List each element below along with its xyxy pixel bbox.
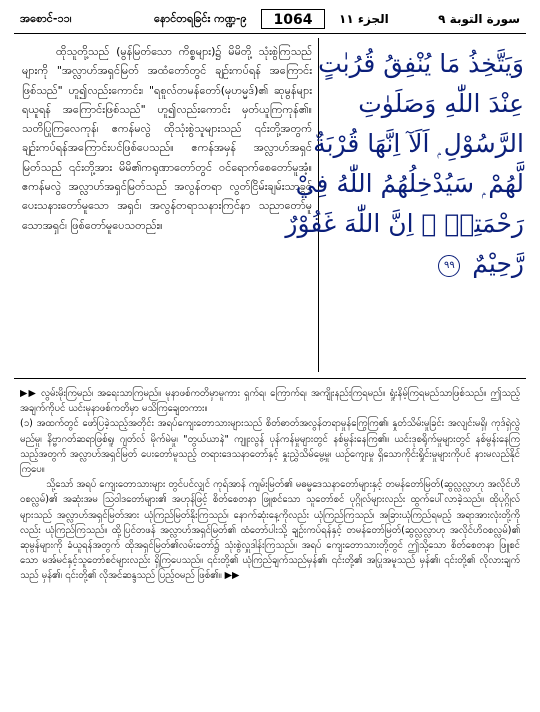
page [14, 6, 526, 706]
header-divider [14, 33, 526, 34]
arabic-line: عِنْدَ اللّٰهِ وَصَلَوٰتِ [358, 89, 524, 118]
commentary-paragraph-3: သို့သော် အရပ် ကျေးတောသားများ တွင်ပင်လျှင် ကုရ်အာန် ကျမ်းမြတ်၏ မဓမ္မဒေသနာတော်များနှင့် တမန်တော်မြတ်(ဆွလ္လလ္လာဟု အလိုင်ဟိဝစလ္လမ်)၏ အဆုံးအမ သြဝါဒတော်များ၏ အဟုန်ဖြင့် စိတ်စေတနာ ဖြူစင်သော သူတော်စင် ပုဂ္ဂိုလ်များလည်း ထွက်ပေါ်လာခဲ့သည်။ ထိုပုဂ္ဂိုလ်များသည် အလ္လာဟ်အရှင်မြတ်အား ယုံကြည်မြတ်နိုးကြသည်၊ နောက်ဆုံးနေ့ကိုလည်း ယုံကြည်ကြသည်၊ အခြားယုံကြည်ရမည့် အရာအားလုံးတို့ကိုလည်း ယုံကြည်ကြသည်။ ထို့ပြင်တဖန် အလ္လာဟ်အရှင်မြတ်၏ ထံတော်ပါးသို့ ချဉ်းကပ်ရန်နှင့် တမန်တော်မြတ်(ဆွလ္လလ္လာဟု အလိုင်ဟိဝစလ္လမ်)၏ ဆုမွန်များကို ခံယူရန်အတွက် ထိုအရှင်မြတ်၏လမ်းတော်၌ သုံးစွဲလှူဒါန်းကြသည်။ အရပ် ကျေးတောသားတို့တွင် ဤသို့သော စိတ်စေတနာ ဖြူစင်သော မအ်မင်နှင့်သူတော်စင်များလည်း ရှိကြပေသည်။ ၎င်းတို့၏ ယုံကြည်ချက်သည်မှန်၏၊ ၎င်းတို့၏ အပြုအမူသည် မှန်၏၊ ၎င်းတို့၏ လိုလားချက်သည် မှန်၏၊ ၎င်းတို့၏ လိုအင်ဆန္ဒသည် ပြည့်ဝမည် ဖြစ်၏။ ▶▶ [20, 479, 520, 582]
translation-column [22, 42, 312, 235]
header-volume: အစောင်-၁၁၊ [20, 12, 72, 25]
header-chapter: နောင်တရခြင်း ကဏ္ဍ-၉ [154, 12, 247, 25]
commentary-paragraph-2: (၁) အထက်တွင် ဖော်ပြခဲ့သည့်အတိုင်း အရပ်ကျေးတောသားများသည် စိတ်ဓာတ်အလွန်တရာမှုန်ကြွေကြ၏၊ နှုတ်သိမ်းမှုခြင်း အလျင်းမရှိ၊ ကုဒ်ရှဲလွဲမည်မူ၊ နိဗ္ဗာဂတ်ဆရာဖြစ်ရူ၊ ဂျတ်လ် မိုက်မဲမှု၊ "တွယ်ယာနဲ" ကျူးလွန် ပုန်ကန်မှုများတွင် နစ်မွန်းနေကြ၏။ ယင်းဒုစရိုက်မှုများတွင် နစ်မွန်းနေကြသည့်အတွက် အလ္လာဟ်အရှင်မြတ် ပေးတော်မူသည့် တရားဒေသနာတော်နှင့် နှုးညွှဲသိမ်မွေ့မှု၊ ယဉ်ကျေးမှု ရှိသောကိုင်းရှိုင်းမှုများကိုပင် နားမလည်နိုင်ကြပေ။ [20, 418, 520, 476]
page-number: 1064 [261, 9, 325, 29]
arabic-line-last [326, 244, 524, 284]
arabic-verse [285, 44, 524, 284]
commentary-paragraph-1: ▶▶ လွမ်းမိုးကြမည်၊ အရေးသာကြမည်။ မုနာဖစ်ကတိမှာမူကား ရှက်ရ၊ ကြောက်ရ၊ အကျိုးနည်းကြရမည်။ ရှုံးနိမ့်ကြရမည်သာဖြစ်သည်။ ဤသည့်အချက်ကိုပင် ယင်းမုနာဖစ်ကတိမှာ မသိကြချေတကား။ [20, 388, 520, 415]
header-surah: سورة التوبة ٩ [438, 12, 520, 26]
arabic-line: وَيَتَّخِذُ مَا يُنْفِقُ قُرُبٰتٍ [318, 49, 524, 78]
commentary-section [20, 386, 520, 584]
page-header [14, 6, 526, 32]
translation-text: ထိုသူတို့သည် (မွန်မြတ်သော ကိစ္စများ)၌ မိမိတို့ သုံးစွဲကြသည်များကို "အလ္လာဟ်အရှင်မြတ် အထံတော်တွင် ချဉ်းကပ်ရန် အကြောင်းဖြစ်သည်" ဟူ၍လည်းကောင်း၊ "ရစူလ်တမန်တော်(မုဟမ္မဒ်)၏ ဆုမွန်များရယူရန် အကြောင်းဖြစ်သည်" ဟူ၍လည်းကောင်း မှတ်ယူကြကုန်၏။ သတိပြုကြလေကုန်၊ ဧကန်မလွဲ ထိုသုံးစွဲသူများသည် ၎င်းတို့အတွက် ချဉ်းကပ်ရန်အကြောင်းပင်ဖြစ်ပေသည်။ ဧကန်အမှန် အလ္လာဟ်အရှင်မြတ်သည် ၎င်းတို့အား မိမိ၏ကရုဏာတော်တွင် ဝင်ရောက်စေတော်မူအံ့။ ဧကန်မလွဲ အလ္လာဟ်အရှင်မြတ်သည် အလွန်တရာ လွတ်ငြိမ်းချမ်းသာခွင့်ပေးသနားတော်မူသော အရှင်၊ အလွန်တရာသနားကြင်နာ သညာတော်မူသောအရှင်၊ ဖြစ်တော်မူပေသတည်း။ [22, 45, 312, 232]
arabic-line: الرَّسُوْلِ ۭ اَلَآ اِنَّهَا قُرْبَةٌ [313, 129, 524, 158]
commentary-divider [14, 378, 526, 379]
verse-number-marker: ٩٩ [438, 255, 460, 277]
arabic-line: رَحْمَتِهٖ ۭ اِنَّ اللّٰهَ غَفُوْرٌ [285, 209, 524, 238]
header-juz: الجزء ١١ [339, 12, 389, 26]
arabic-line: لَّهُمْ ۭ سَيُدْخِلُهُمُ اللّٰهُ فِيْ [295, 169, 524, 198]
arabic-line: رَّحِيْمٌ [472, 249, 524, 278]
